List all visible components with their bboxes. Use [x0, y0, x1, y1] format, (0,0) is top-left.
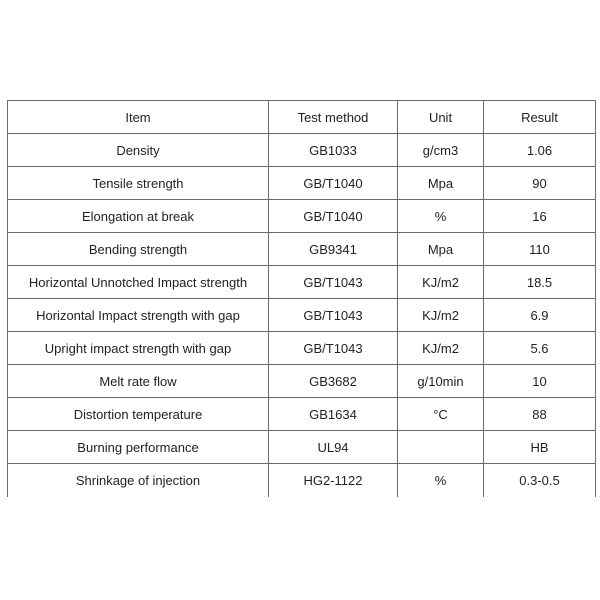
cell-unit: °C — [398, 398, 484, 431]
cell-unit: Mpa — [398, 233, 484, 266]
cell-test-method: GB/T1043 — [269, 332, 398, 365]
cell-test-method: GB1634 — [269, 398, 398, 431]
cell-item: Bending strength — [8, 233, 269, 266]
cell-item: Horizontal Impact strength with gap — [8, 299, 269, 332]
cell-item: Shrinkage of injection — [8, 464, 269, 498]
cell-unit: KJ/m2 — [398, 266, 484, 299]
cell-test-method: HG2-1122 — [269, 464, 398, 498]
cell-result: 6.9 — [484, 299, 596, 332]
table-row — [8, 266, 596, 299]
table-row — [8, 365, 596, 398]
cell-result: 5.6 — [484, 332, 596, 365]
cell-result: 18.5 — [484, 266, 596, 299]
header-unit: Unit — [398, 101, 484, 134]
cell-unit: % — [398, 464, 484, 498]
cell-result: 110 — [484, 233, 596, 266]
cell-result: HB — [484, 431, 596, 464]
cell-test-method: GB/T1040 — [269, 167, 398, 200]
header-item: Item — [8, 101, 269, 134]
cell-result: 90 — [484, 167, 596, 200]
table-row — [8, 464, 596, 498]
cell-test-method: GB3682 — [269, 365, 398, 398]
cell-test-method: GB1033 — [269, 134, 398, 167]
table-row — [8, 167, 596, 200]
cell-test-method: GB/T1040 — [269, 200, 398, 233]
cell-result: 1.06 — [484, 134, 596, 167]
table-row — [8, 200, 596, 233]
cell-test-method: GB9341 — [269, 233, 398, 266]
cell-item: Tensile strength — [8, 167, 269, 200]
cell-unit — [398, 431, 484, 464]
cell-item: Horizontal Unnotched Impact strength — [8, 266, 269, 299]
table-row — [8, 332, 596, 365]
table-row — [8, 233, 596, 266]
cell-unit: KJ/m2 — [398, 299, 484, 332]
cell-item: Melt rate flow — [8, 365, 269, 398]
header-test-method: Test method — [269, 101, 398, 134]
cell-unit: % — [398, 200, 484, 233]
cell-unit: g/cm3 — [398, 134, 484, 167]
cell-test-method: GB/T1043 — [269, 266, 398, 299]
cell-unit: g/10min — [398, 365, 484, 398]
cell-test-method: UL94 — [269, 431, 398, 464]
cell-item: Density — [8, 134, 269, 167]
table-header-row — [8, 101, 596, 134]
cell-result: 16 — [484, 200, 596, 233]
header-result: Result — [484, 101, 596, 134]
cell-item: Burning performance — [8, 431, 269, 464]
table-row — [8, 398, 596, 431]
table-row — [8, 134, 596, 167]
cell-unit: Mpa — [398, 167, 484, 200]
cell-unit: KJ/m2 — [398, 332, 484, 365]
specification-table — [7, 100, 596, 497]
table-row — [8, 299, 596, 332]
cell-item: Distortion temperature — [8, 398, 269, 431]
cell-result: 88 — [484, 398, 596, 431]
cell-result: 10 — [484, 365, 596, 398]
cell-item: Upright impact strength with gap — [8, 332, 269, 365]
cell-item: Elongation at break — [8, 200, 269, 233]
table-row — [8, 431, 596, 464]
cell-result: 0.3-0.5 — [484, 464, 596, 498]
cell-test-method: GB/T1043 — [269, 299, 398, 332]
